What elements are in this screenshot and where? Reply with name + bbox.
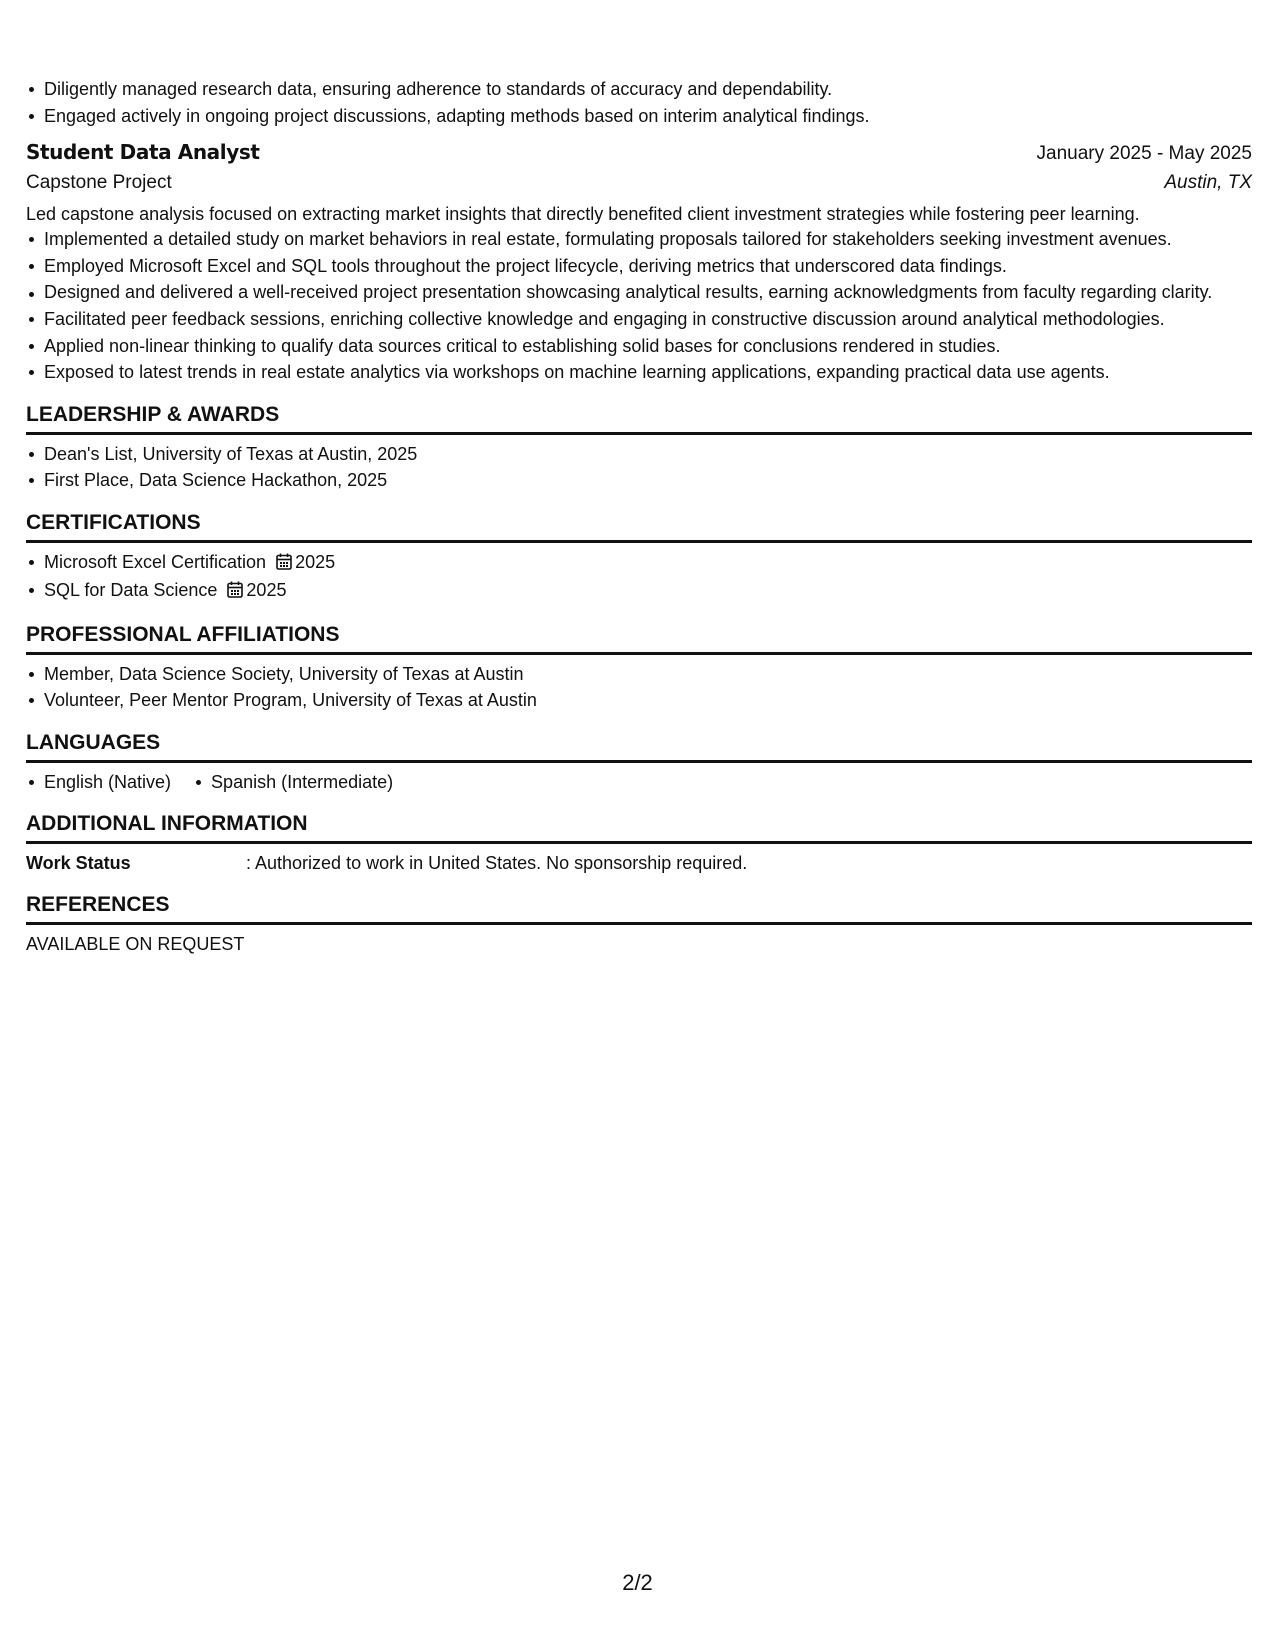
role-summary: Led capstone analysis focused on extracting market insights that directly benefited client investment strategies while fostering peer learning.	[26, 204, 1140, 224]
list-item: Spanish (Intermediate)	[211, 769, 393, 796]
certification-year: 2025	[246, 580, 287, 600]
role-entry	[26, 140, 1252, 386]
certification-year: 2025	[295, 551, 336, 572]
list-item: Dean's List, University of Texas at Austin, 2025	[44, 441, 1252, 468]
role-title: Student Data Analyst	[26, 140, 260, 164]
list-item: Applied non-linear thinking to qualify data sources critical to establishing solid bases for conclusions rendered in studies.	[44, 333, 1252, 360]
list-item: First Place, Data Science Hackathon, 2025	[44, 467, 1252, 494]
experience-tail-list	[26, 76, 1252, 129]
role-header	[26, 140, 1252, 165]
leadership-list	[26, 441, 1252, 494]
additional-section	[26, 811, 1252, 876]
section-heading: REFERENCES	[26, 892, 1252, 925]
role-location: Austin, TX	[1164, 172, 1252, 193]
section-heading: LANGUAGES	[26, 730, 1252, 763]
role-organization: Capstone Project	[26, 172, 172, 193]
work-status-label: Work Status	[26, 853, 131, 873]
calendar-icon	[276, 551, 292, 578]
affiliations-list	[26, 661, 1252, 714]
work-status-value: : Authorized to work in United States. No sponsorship required.	[246, 853, 748, 873]
references-text: AVAILABLE ON REQUEST	[26, 934, 245, 954]
references-section	[26, 892, 1252, 957]
list-item: Facilitated peer feedback sessions, enriching collective knowledge and engaging in constructive discussion around analytical methodologies.	[44, 306, 1252, 333]
list-item: English (Native)	[44, 769, 171, 796]
work-status-row	[26, 850, 1252, 876]
certification-name: Microsoft Excel Certification	[44, 551, 267, 572]
list-item: Implemented a detailed study on market behaviors in real estate, formulating proposals tailored for stakeholders seeking investment avenues.	[44, 226, 1252, 253]
list-item: Employed Microsoft Excel and SQL tools throughout the project lifecycle, deriving metrics that underscored data findings.	[44, 253, 1252, 280]
certification-name: SQL for Data Science	[44, 580, 218, 600]
calendar-icon	[227, 579, 243, 606]
list-item: Engaged actively in ongoing project discussions, adapting methods based on interim analytical findings.	[44, 103, 1252, 130]
list-item: Exposed to latest trends in real estate analytics via workshops on machine learning applications, expanding practical data use agents.	[44, 359, 1252, 386]
list-item: Diligently managed research data, ensuring adherence to standards of accuracy and dependability.	[44, 76, 1252, 103]
list-item	[44, 549, 1252, 578]
section-heading: PROFESSIONAL AFFILIATIONS	[26, 622, 1252, 655]
list-item	[44, 577, 1252, 606]
leadership-section	[26, 402, 1252, 494]
languages-section	[26, 730, 1252, 796]
page-number: 2/2	[622, 1570, 653, 1595]
certifications-section	[26, 510, 1252, 606]
section-heading: LEADERSHIP & AWARDS	[26, 402, 1252, 435]
role-subheader	[26, 172, 1252, 194]
role-dates: January 2025 - May 2025	[1036, 143, 1252, 164]
list-item: Designed and delivered a well-received project presentation showcasing analytical results, earning acknowledgments from faculty regarding clarity.	[44, 281, 1252, 304]
section-heading: CERTIFICATIONS	[26, 510, 1252, 543]
languages-list	[26, 769, 1252, 796]
section-heading: ADDITIONAL INFORMATION	[26, 811, 1252, 844]
role-bullets	[26, 226, 1252, 386]
list-item: Member, Data Science Society, University of Texas at Austin	[44, 661, 1252, 688]
resume-page	[26, 76, 1252, 957]
list-item: Volunteer, Peer Mentor Program, University of Texas at Austin	[44, 687, 1252, 714]
affiliations-section	[26, 622, 1252, 714]
certifications-list	[26, 549, 1252, 606]
